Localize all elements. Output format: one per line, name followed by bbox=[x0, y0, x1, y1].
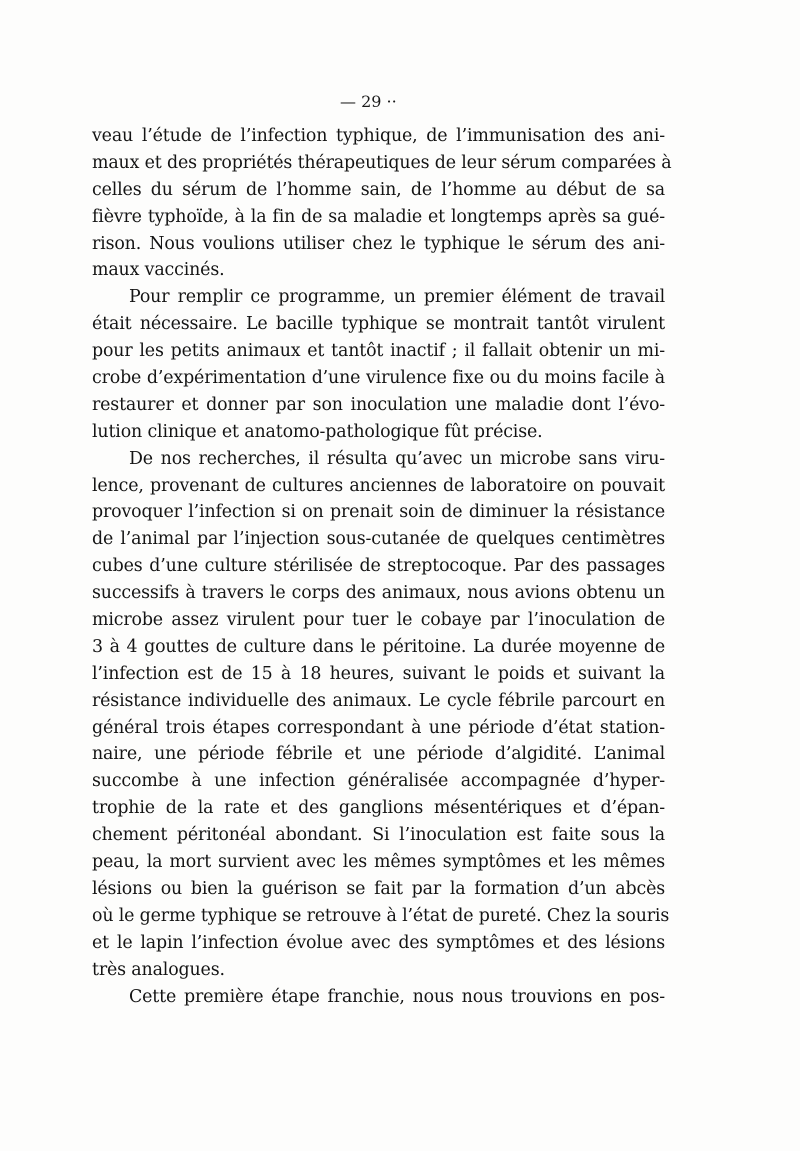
text-line: Pour remplir ce programme, un premier élément de travail bbox=[129, 287, 665, 308]
text-line: lésions ou bien la guérison se fait par la formation d’un abcès bbox=[92, 878, 665, 899]
text-line: l’infection est de 15 à 18 heures, suivant le poids et suivant la bbox=[92, 663, 665, 684]
text-line: très analogues. bbox=[92, 959, 225, 980]
text-line: fièvre typhoïde, à la fin de sa maladie et longtemps après sa gué- bbox=[92, 206, 665, 227]
body-text bbox=[92, 123, 672, 1010]
text-line: provoquer l’infection si on prenait soin de diminuer la résistance bbox=[92, 502, 665, 523]
text-line: peau, la mort survient avec les mêmes symptômes et les mêmes bbox=[92, 852, 665, 873]
text-line: De nos recherches, il résulta qu’avec un microbe sans viru- bbox=[129, 448, 665, 469]
text-line: lence, provenant de cultures anciennes de laboratoire on pouvait bbox=[92, 475, 665, 496]
text-line: successifs à travers le corps des animaux, nous avions obtenu un bbox=[92, 583, 665, 604]
text-line: cubes d’une culture stérilisée de streptocoque. Par des passages bbox=[92, 556, 665, 577]
text-line: maux et des propriétés thérapeutiques de leur sérum comparées à bbox=[92, 152, 672, 173]
text-line: où le germe typhique se retrouve à l’état de pureté. Chez la souris bbox=[92, 905, 670, 926]
text-line: chement péritonéal abondant. Si l’inoculation est faite sous la bbox=[92, 825, 665, 846]
text-line: succombe à une infection généralisée accompagnée d’hyper- bbox=[92, 771, 665, 792]
text-line: microbe assez virulent pour tuer le cobaye par l’inoculation de bbox=[92, 610, 665, 631]
text-line: rison. Nous voulions utiliser chez le typhique le sérum des ani- bbox=[92, 233, 665, 254]
text-line: général trois étapes correspondant à une période d’état station- bbox=[92, 717, 665, 738]
text-line: pour les petits animaux et tantôt inactif ; il fallait obtenir un mi- bbox=[92, 341, 665, 362]
text-line: 3 à 4 gouttes de culture dans le péritoine. La durée moyenne de bbox=[92, 636, 665, 657]
page-number: — 29 ·· bbox=[340, 92, 397, 111]
text-line: et le lapin l’infection évolue avec des symptômes et des lésions bbox=[92, 932, 665, 953]
text-line: celles du sérum de l’homme sain, de l’homme au début de sa bbox=[92, 179, 665, 200]
text-line: Cette première étape franchie, nous nous trouvions en pos- bbox=[129, 986, 665, 1007]
text-line: crobe d’expérimentation d’une virulence fixe ou du moins facile à bbox=[92, 368, 665, 389]
text-line: veau l’étude de l’infection typhique, de l’immunisation des ani- bbox=[92, 126, 665, 146]
text-line: était nécessaire. Le bacille typhique se montrait tantôt virulent bbox=[92, 314, 665, 335]
text-line: naire, une période fébrile et une période d’algidité. L’animal bbox=[92, 744, 665, 765]
text-line: maux vaccinés. bbox=[92, 260, 225, 281]
text-line: résistance individuelle des animaux. Le cycle fébrile parcourt en bbox=[92, 690, 665, 711]
text-line: lution clinique et anatomo-pathologique fût précise. bbox=[92, 421, 543, 442]
text-line: trophie de la rate et des ganglions mésentériques et d’épan- bbox=[92, 798, 665, 819]
text-line: de l’animal par l’injection sous-cutanée de quelques centimètres bbox=[92, 529, 665, 550]
text-line: restaurer et donner par son inoculation une maladie dont l’évo- bbox=[92, 394, 665, 415]
